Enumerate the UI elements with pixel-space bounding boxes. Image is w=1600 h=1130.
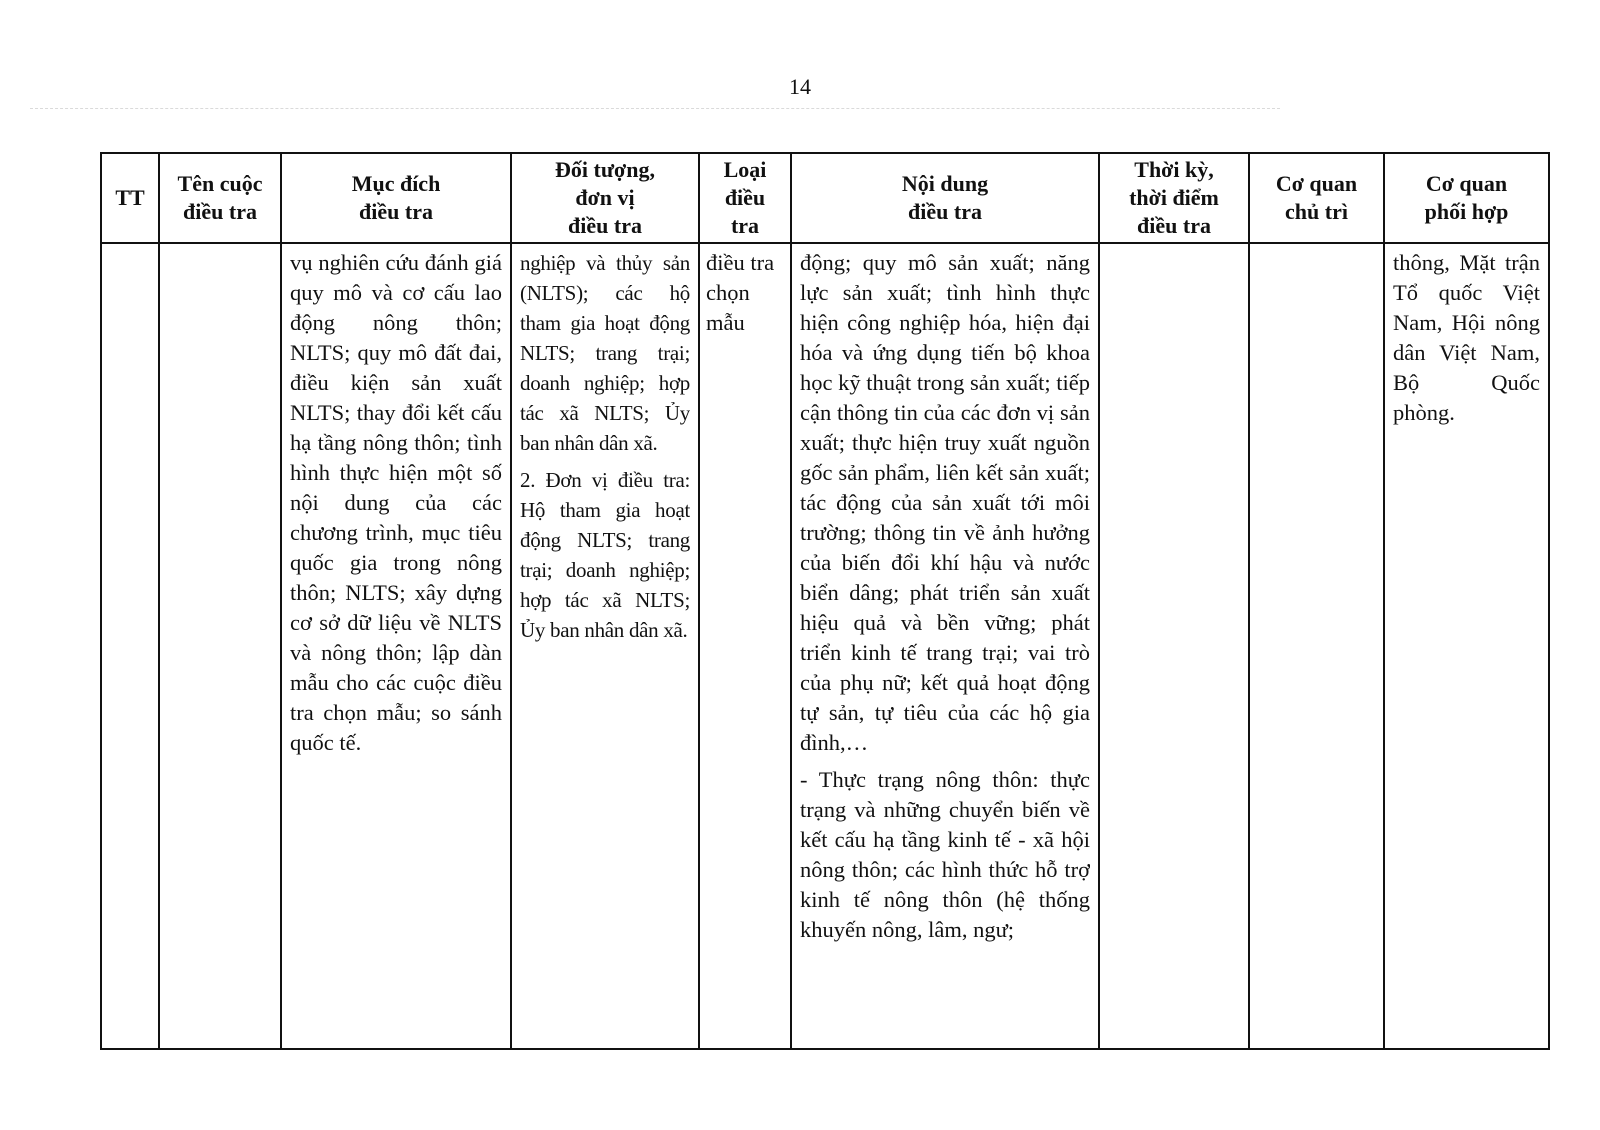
doi-tuong-text: nghiệp và thủy sản (NLTS); các hộ tham gia hoạt động NLTS; trang trại; doanh nghiệp; hợp tác xã NLTS; Ủy ban nhân dân xã. <box>520 251 690 455</box>
loai-dieu-tra-text: điều tra chọn mẫu <box>706 250 775 335</box>
cell-noi-dung <box>791 243 1099 1049</box>
table-header-row <box>101 153 1549 243</box>
scan-artifact-line <box>30 108 1280 115</box>
header-cell <box>281 153 511 243</box>
don-vi-dieu-tra-text: 2. Đơn vị điều tra: Hộ tham gia hoạt động NLTS; trang trại; doanh nghiệp; hợp tác xã NLTS; Ủy ban nhân dân xã. <box>520 468 690 642</box>
header-doi-tuong: Đối tượng, đơn vị điều tra <box>555 157 655 238</box>
header-cell <box>511 153 699 243</box>
cell-ten-cuoc-dieu-tra <box>159 243 281 1049</box>
header-cell <box>1384 153 1549 243</box>
survey-table <box>100 152 1550 1050</box>
header-cell <box>1099 153 1249 243</box>
header-cell <box>791 153 1099 243</box>
header-ten-cuoc-dieu-tra: Tên cuộc điều tra <box>177 171 263 224</box>
header-cell <box>699 153 791 243</box>
co-quan-phoi-hop-text: thông, Mặt trận Tổ quốc Việt Nam, Hội nông dân Việt Nam, Bộ Quốc phòng. <box>1393 250 1540 425</box>
header-loai-dieu-tra: Loại điều tra <box>723 157 767 238</box>
cell-tt <box>101 243 159 1049</box>
cell-loai-dieu-tra <box>699 243 791 1049</box>
cell-co-quan-chu-tri <box>1249 243 1384 1049</box>
header-muc-dich: Mục đích điều tra <box>351 171 441 224</box>
cell-doi-tuong <box>511 243 699 1049</box>
table-row <box>101 243 1549 1049</box>
thuc-trang-nong-thon-text: - Thực trạng nông thôn: thực trạng và những chuyển biến về kết cấu hạ tầng kinh tế - xã hội nông thôn; các hình thức hỗ trợ kinh tế nông thôn (hệ thống khuyến nông, lâm, ngư; <box>800 767 1090 942</box>
noi-dung-text: động; quy mô sản xuất; năng lực sản xuất; tình hình thực hiện công nghiệp hóa, hiện đại hóa và ứng dụng tiến bộ khoa học kỹ thuật trong sản xuất; tiếp cận thông tin của các đơn vị sản xuất; thực hiện truy xuất nguồn gốc sản phẩm, liên kết sản xuất; tác động của sản xuất tới môi trường; thông tin về ảnh hưởng của biến đổi khí hậu và nước biển dâng; phát triển sản xuất hiệu quả và bền vững; phát triển kinh tế trang trại; vai trò của phụ nữ; kết quả hoạt động tự sản, tự tiêu của các hộ gia đình,… <box>800 250 1090 755</box>
header-cell <box>159 153 281 243</box>
header-cell <box>101 153 159 243</box>
header-thoi-ky: Thời kỳ, thời điểm điều tra <box>1129 157 1219 238</box>
header-noi-dung: Nội dung điều tra <box>901 171 989 224</box>
muc-dich-text: vụ nghiên cứu đánh giá quy mô và cơ cấu lao động nông thôn; NLTS; quy mô đất đai, điều kiện sản xuất NLTS; thay đổi kết cấu hạ tầng nông thôn; tình hình thực hiện một số nội dung của các chương trình, mục tiêu quốc gia trong nông thôn; NLTS; xây dựng cơ sở dữ liệu về NLTS và nông thôn; lập dàn mẫu cho các cuộc điều tra chọn mẫu; so sánh quốc tế. <box>290 250 502 755</box>
cell-co-quan-phoi-hop <box>1384 243 1549 1049</box>
cell-thoi-ky <box>1099 243 1249 1049</box>
page-number: 14 <box>789 74 811 99</box>
header-co-quan-chu-tri: Cơ quan chủ trì <box>1275 171 1358 224</box>
header-tt: TT <box>115 185 145 210</box>
header-cell <box>1249 153 1384 243</box>
cell-muc-dich <box>281 243 511 1049</box>
header-co-quan-phoi-hop: Cơ quan phối hợp <box>1424 171 1509 224</box>
